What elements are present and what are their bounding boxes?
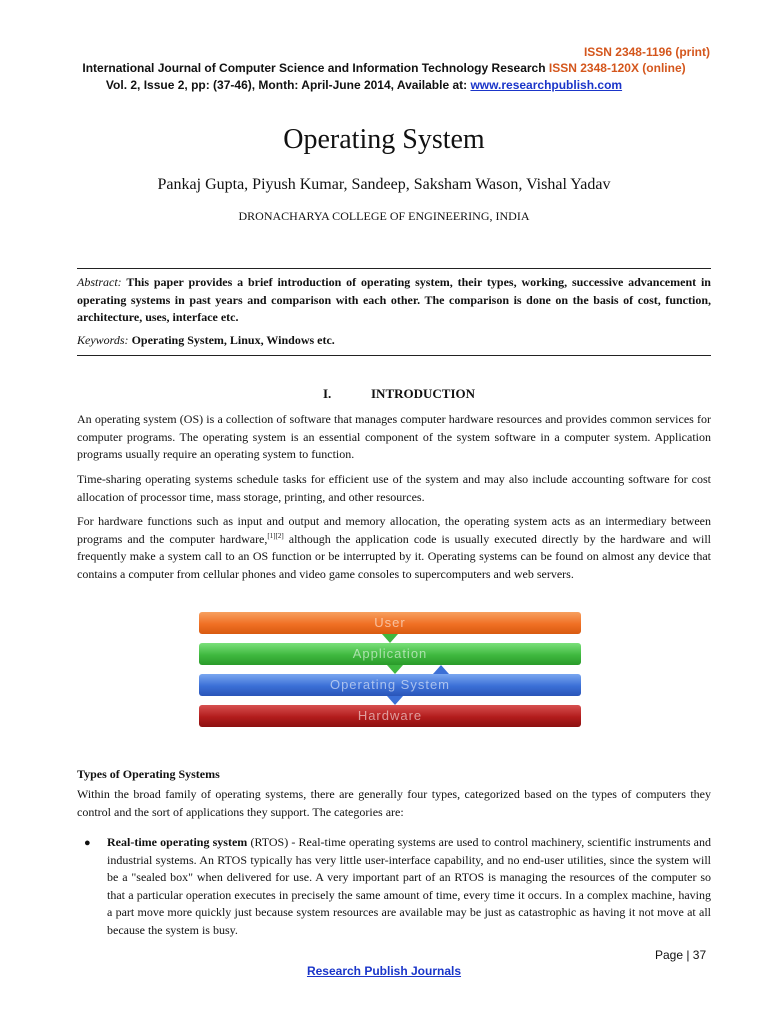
intro-paragraph-1: An operating system (OS) is a collection of software that manages computer hardware resources and provides common services for computer programs. The operating system is an essential component of the system software in a computer system. Application programs usually require an operating system to function. xyxy=(77,412,711,461)
bullet-icon: ● xyxy=(84,837,91,849)
page-number: Page | 37 xyxy=(655,948,707,962)
issue-line xyxy=(0,78,748,92)
keywords-text: Operating System, Linux, Windows etc. xyxy=(131,333,335,347)
paper-title: Operating System xyxy=(283,124,485,155)
abstract-bottom-rule xyxy=(77,355,711,356)
layer-user: User xyxy=(199,612,581,634)
citation-ref: [1][2] xyxy=(267,531,284,540)
publisher-link[interactable]: Research Publish Journals xyxy=(306,964,462,978)
types-heading: Types of Operating Systems xyxy=(77,767,220,781)
os-layer-diagram xyxy=(187,606,593,730)
footer xyxy=(0,964,768,978)
journal-name: International Journal of Computer Science and Information Technology Research xyxy=(82,61,546,75)
section-number: I. xyxy=(323,386,332,401)
intro-paragraph-2: Time-sharing operating systems schedule tasks for efficient use of the system and may also include accounting software for cost allocation of processor time, mass storage, printing, and other resources. xyxy=(77,472,711,504)
rtos-term: Real-time operating system xyxy=(107,835,248,849)
abstract-label: Abstract: xyxy=(77,275,122,289)
abstract xyxy=(77,274,711,327)
abstract-top-rule xyxy=(77,268,711,269)
arrow-down-icon xyxy=(382,634,398,643)
section-title: INTRODUCTION xyxy=(371,386,476,401)
arrow-down-icon xyxy=(387,696,403,705)
intro-paragraph-3 xyxy=(77,513,711,583)
authors: Pankaj Gupta, Piyush Kumar, Sandeep, Saksham Wason, Vishal Yadav xyxy=(157,176,611,193)
bullet-rtos xyxy=(107,834,711,939)
p3-part-a: For hardware functions such as input and output and memory allocation, the operating system acts as an intermediary between programs and the computer hardware, xyxy=(77,514,711,546)
issn-online: ISSN 2348-120X (online) xyxy=(548,61,686,75)
site-link[interactable]: www.researchpublish.com xyxy=(470,78,623,92)
layer-hardware: Hardware xyxy=(199,705,581,727)
journal-line xyxy=(0,61,768,75)
issue-info: Vol. 2, Issue 2, pp: (37-46), Month: April-June 2014, Available at: xyxy=(105,78,468,92)
rtos-text: (RTOS) - Real-time operating systems are used to control machinery, scientific instruments and industrial systems. An RTOS typically has very little user-interface capability, and no end-user utilities, since the system will be a "sealed box" when delivered for use. A very important part of an RTOS is managing the resources of the computer so that a particular operation executes in precisely the same amount of time, every time it occurs. In a complex machine, having a part move more quickly just because system resources are available may be just as catastrophic as having it not move at all because the system is busy. xyxy=(107,835,712,937)
types-intro: Within the broad family of operating systems, there are generally four types, categorized based on the types of computers they control and the sort of applications they support. The categories are: xyxy=(77,787,711,819)
affiliation: DRONACHARYA COLLEGE OF ENGINEERING, INDIA xyxy=(238,209,530,223)
keywords xyxy=(77,333,711,348)
layer-application: Application xyxy=(199,643,581,665)
issn-print: ISSN 2348-1196 (print) xyxy=(583,45,710,59)
abstract-text: This paper provides a brief introduction of operating system, their types, working, successive advancement in operating systems in past years and comparison with each other. The comparison is done on the basis of cost, function, architecture, uses, interface etc. xyxy=(77,275,711,324)
arrow-down-icon xyxy=(387,665,403,674)
layer-operating-system: Operating System xyxy=(199,674,581,696)
p3-part-b: although the application code is usually executed directly by the hardware and will frequently make a system call to an OS function or be interrupted by it. Operating systems can be found on almost any device that contains a computer from cellular phones and video game consoles to supercomputers and web servers. xyxy=(77,531,711,581)
keywords-label: Keywords: xyxy=(77,333,129,347)
arrow-up-icon xyxy=(433,665,449,674)
